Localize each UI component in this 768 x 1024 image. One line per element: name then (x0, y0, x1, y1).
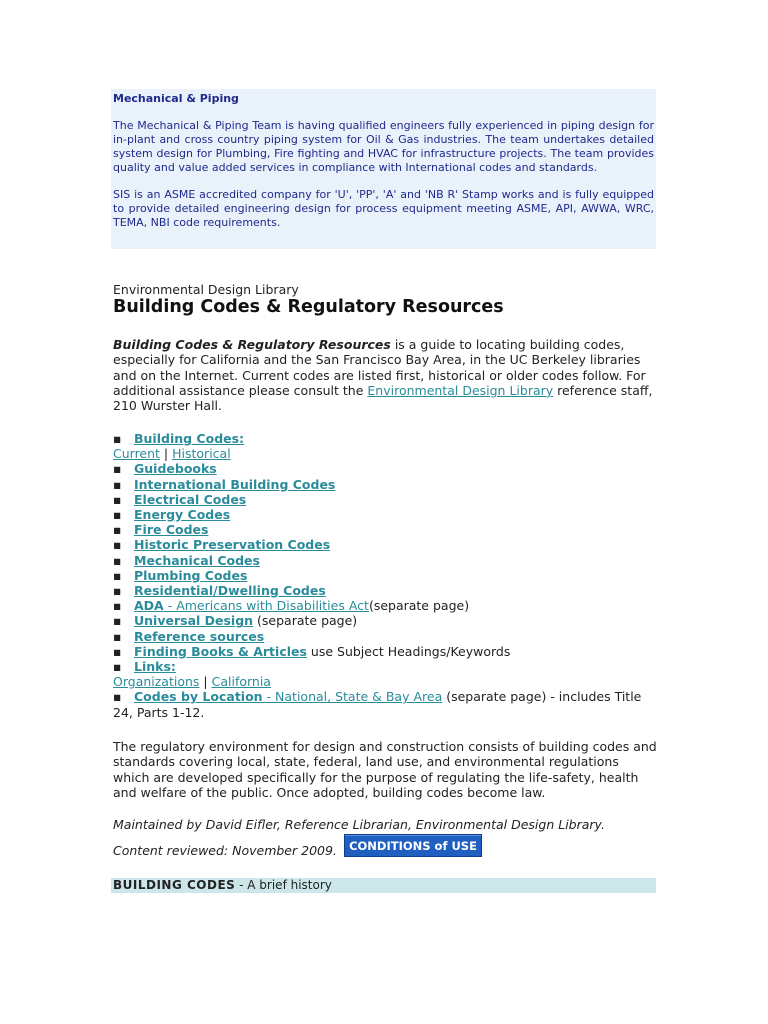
bullet-icon: ▪ (113, 643, 122, 659)
separator: | (159, 446, 173, 462)
bullet-icon: ▪ (113, 522, 122, 538)
ada-link[interactable] (134, 598, 369, 613)
resource-links-list (113, 431, 658, 720)
history-rest: - A brief history (235, 878, 332, 892)
mechanical-paragraph-2: SIS is an ASME accredited company for 'U', 'PP', 'A' and 'NB R' Stamp works and is fully equipped to provide detailed engineering design for process equipment meeting ASME, API, AWWA, WRC, TEMA, NBI code requirements. (113, 188, 654, 229)
intro-paragraph (113, 337, 658, 413)
building-codes-link[interactable]: Building Codes: (134, 431, 245, 446)
regulatory-paragraph: The regulatory environment for design and construction consists of building codes and standards covering local, state, federal, land use, and environmental regulations which are developed specifically for the purpose of regulating the life-safety, health and welfare of the public. Once adopted, building codes become law. (113, 739, 657, 800)
conditions-of-use-button[interactable]: CONDITIONS of USE (344, 834, 482, 857)
links-link[interactable]: Links: (134, 659, 176, 675)
residential-dwelling-codes-link[interactable]: Residential/Dwelling Codes (134, 583, 326, 599)
mechanical-piping-box (111, 89, 656, 249)
finding-note: use Subject Headings/Keywords (306, 643, 511, 659)
plumbing-codes-link[interactable]: Plumbing Codes (134, 567, 248, 583)
maintained-by: Maintained by David Eifler, Reference Librarian, Environmental Design Library. (113, 817, 605, 832)
bullet-icon: ▪ (113, 476, 122, 492)
history-bold: BUILDING CODES (113, 878, 236, 892)
intro-text-b: reference staff, 210 Wurster Hall. (113, 382, 653, 414)
list-item (113, 461, 658, 476)
list-item (113, 431, 658, 446)
list-item (113, 659, 658, 674)
bullet-icon: ▪ (113, 583, 122, 599)
finding-books-articles-link[interactable]: Finding Books & Articles (134, 643, 307, 659)
list-item (113, 477, 658, 492)
organizations-link[interactable]: Organizations (113, 674, 200, 690)
guidebooks-link[interactable]: Guidebooks (134, 461, 217, 477)
bullet-icon: ▪ (113, 491, 122, 507)
bullet-icon: ▪ (113, 689, 122, 705)
content-reviewed: Content reviewed: November 2009. (113, 843, 337, 858)
fire-codes-link[interactable]: Fire Codes (134, 522, 209, 538)
list-item (113, 553, 658, 568)
list-item (113, 583, 658, 598)
historic-preservation-codes-link[interactable]: Historic Preservation Codes (134, 537, 331, 553)
list-item (113, 522, 658, 537)
list-item (113, 492, 658, 507)
bullet-icon: ▪ (113, 567, 122, 583)
list-item (113, 629, 658, 644)
bullet-icon: ▪ (113, 598, 122, 614)
separator: | (199, 674, 212, 690)
bullet-icon: ▪ (113, 628, 122, 644)
current-link[interactable]: Current (113, 446, 160, 462)
mechanical-paragraph-1: The Mechanical & Piping Team is having qualified engineers fully experienced in piping design for in-plant and cross country piping system for Oil & Gas industries. The team undertakes detailed system design for Plumbing, Fire fighting and HVAC for infrastructure projects. The team provides quality and value added services in compliance with International codes and standards. (113, 119, 654, 174)
codes-by-location-bold: Codes by Location (134, 689, 263, 705)
mechanical-title: Mechanical & Piping (113, 92, 239, 105)
bullet-icon: ▪ (113, 659, 122, 675)
historical-link[interactable]: Historical (172, 446, 231, 462)
list-item (113, 644, 658, 659)
universal-design-link[interactable]: Universal Design (134, 613, 254, 629)
list-item (113, 537, 658, 552)
intro-title-em: Building Codes & Regulatory Resources (113, 337, 391, 352)
separate-page-note: (separate page) (253, 613, 358, 629)
list-item (113, 598, 658, 613)
list-item (113, 689, 658, 719)
reference-sources-link[interactable]: Reference sources (134, 628, 265, 644)
codes-by-location-note: (separate page) - includes Title 24, Parts 1-12. (113, 689, 642, 720)
ada-link-rest: - Americans with Disabilities Act (163, 598, 369, 614)
ada-link-bold: ADA (134, 598, 164, 614)
library-label: Environmental Design Library (113, 282, 299, 297)
bullet-icon: ▪ (113, 461, 122, 477)
bullet-icon: ▪ (113, 431, 122, 446)
mechanical-codes-link[interactable]: Mechanical Codes (134, 552, 260, 568)
list-item (113, 507, 658, 522)
list-item (113, 613, 658, 628)
electrical-codes-link[interactable]: Electrical Codes (134, 491, 247, 507)
energy-codes-link[interactable]: Energy Codes (134, 507, 231, 523)
codes-by-location-rest: - National, State & Bay Area (262, 689, 443, 705)
bullet-icon: ▪ (113, 552, 122, 568)
codes-by-location-link[interactable] (134, 689, 442, 704)
bullet-icon: ▪ (113, 613, 122, 629)
list-item (113, 446, 658, 461)
separate-page-note: (separate page) (368, 598, 470, 614)
bullet-icon: ▪ (113, 507, 122, 523)
international-building-codes-link[interactable]: International Building Codes (134, 476, 336, 492)
bullet-icon: ▪ (113, 537, 122, 553)
california-link[interactable]: California (211, 674, 271, 690)
history-bar (111, 878, 656, 893)
list-item (113, 674, 658, 689)
environmental-design-library-link[interactable]: Environmental Design Library (367, 382, 554, 398)
list-item (113, 568, 658, 583)
intro-text-a: is a guide to locating building codes, especially for California and the San Francisco Bay Area, in the UC Berkeley libraries and on the Internet. Current codes are listed first, historical or older codes follow. For additional assistance please consult the (113, 337, 646, 398)
page-title: Building Codes & Regulatory Resources (113, 297, 504, 317)
